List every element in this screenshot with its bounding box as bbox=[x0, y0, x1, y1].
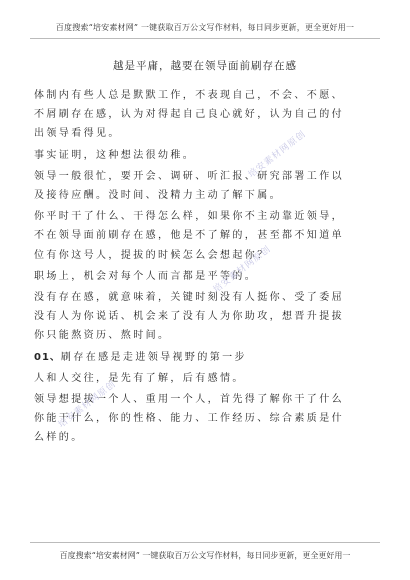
paragraph-line: 人和人交往，是先有了解，后有感情。 bbox=[34, 372, 245, 384]
page-footer: 百度搜索“培安素材网” 一键获取百万公文写作材料，每日同步更新，更全更好用一 bbox=[59, 551, 351, 560]
page-header: 百度搜索“培安素材网” 一键获取百万公文写作材料，每日同步更新，更全更好用一 bbox=[55, 23, 355, 32]
paragraph-line: 你平时干了什么、干得怎么样，如果你不主动靠近领导， bbox=[34, 211, 344, 223]
paragraph-line: 事实证明，这种想法很幼稚。 bbox=[34, 149, 196, 161]
paragraph-line: 出领导看得见。 bbox=[34, 128, 121, 140]
paragraph-line: 不在领导面前刷存在感，他是不了解的，甚至都不知道单 bbox=[34, 230, 344, 242]
paragraph-line: 没有人为你说话、机会来了没有人为你助攻，想晋升提拔 bbox=[34, 311, 344, 323]
paragraph-line: 不屑刷存在感，认为对得起自己良心就好，认为自己的付 bbox=[34, 109, 344, 121]
watermark-text: 培安素材网原创 bbox=[211, 244, 274, 296]
paragraph-line: 领导想提拔一个人、重用一个人，首先得了解你干了什么 bbox=[34, 394, 344, 406]
paragraph-line: 位有你这号人，提拔的时候怎么会想起你？ bbox=[34, 249, 270, 261]
watermark-text: 培安素材网原创 bbox=[56, 379, 119, 431]
paragraph-line: 领导一般很忙，要开会、调研、听汇报、研究部署工作以 bbox=[34, 170, 344, 182]
paragraph-line: 及接待应酬。没时间、没精力主动了解下属。 bbox=[34, 190, 282, 202]
footer-rule bbox=[30, 542, 380, 543]
section-number: 01、 bbox=[34, 351, 61, 363]
paragraph-line: 体制内有些人总是默默工作，不表现自己，不会、不愿、 bbox=[34, 90, 344, 101]
paragraph-line: 么样的。 bbox=[34, 432, 84, 444]
header-rule bbox=[30, 38, 380, 39]
section-label: 刷存在感是走进领导视野的第一步 bbox=[60, 351, 247, 363]
document-title: 越是平庸，越要在领导面前刷存在感 bbox=[113, 60, 297, 72]
paragraph-line: 你只能熬资历、熬时间。 bbox=[34, 330, 171, 342]
watermark-text: 培安素材网原创 bbox=[246, 129, 309, 181]
section-heading bbox=[34, 348, 379, 367]
paragraph-line: 职场上，机会对每个人而言都是平等的。 bbox=[34, 270, 258, 282]
paragraph-line: 没有存在感，就意味着，关键时刻没有人挺你、受了委屈 bbox=[34, 292, 344, 304]
paragraph-line: 你能干什么，你的性格、能力、工作经历、综合素质是什 bbox=[34, 413, 344, 425]
document-body bbox=[34, 86, 379, 448]
